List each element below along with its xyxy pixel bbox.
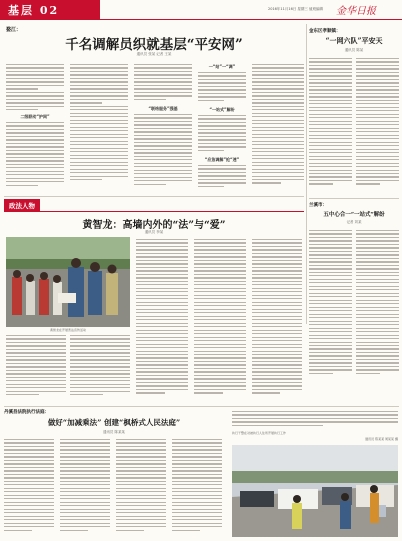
body-column-1 [6,335,66,398]
body-column-4c [198,165,246,189]
body-column-3 [116,439,166,533]
section-title: 基层 02 [8,4,60,17]
body-column-4 [198,72,246,103]
sub-heading: 二级联动“护网” [20,114,50,119]
column-divider [306,24,307,324]
masthead-rule [0,19,402,20]
story-byline: 通讯员 李某 [144,230,164,234]
story-sidebar-top [309,28,399,198]
body-column-a [309,58,352,187]
story-bottom [4,409,399,539]
photo-scene [232,445,398,537]
body-column-4 [172,439,222,533]
section-divider [4,406,399,407]
section-divider [4,196,304,197]
news-photo [6,237,130,327]
section-label: 政法人物 [4,199,40,212]
body-column-3b [134,114,192,187]
section-divider [309,198,399,199]
news-photo [232,445,398,537]
story-headline: 五中心合一“一站式”解纷 [323,212,385,218]
body-column-5 [252,64,304,186]
masthead-date: 2016年11月16日 星期三 值班编辑 [268,7,324,11]
body-column-5 [252,239,302,396]
sub-heading: 一“站”一“调” [208,64,236,69]
body-column-b [356,230,399,376]
photo-caption: 执行干警在对被执行人住所开展执行工作 [232,431,287,435]
story-headline: 做好“加减乘法” 创建“枫桥式人民法庭” [47,418,181,427]
section-rule [4,211,304,212]
story-byline: 通讯员 陈某某 [102,430,126,434]
body-column-1 [6,64,64,113]
body-column-1 [4,439,54,533]
story-kicker: 丹溪县法院执行法庭： [4,410,49,415]
newspaper-logo: 金华日报 [336,6,376,17]
body-column-4b [198,115,246,153]
photo-scene [6,237,130,327]
photo-credit: 通讯员 陈某某 周某某 摄 [365,437,398,441]
story-kicker: 兰溪市： [309,203,327,208]
story-profile [4,213,304,403]
story-headline: “一网六队”平安天 [325,36,383,45]
sub-heading: “联络服务”强基 [148,106,178,111]
body-column-2 [60,439,110,533]
story-kicker: 婺江： [6,27,22,33]
story-headline: 千名调解员织就基层“平安网” [65,37,243,53]
body-column-2 [70,64,128,182]
body-column-3 [136,239,188,396]
masthead [0,0,402,20]
story-byline: 记者 刘某 [346,220,362,224]
photo-caption: 黄智龙在开展普法宣传活动 [49,328,86,332]
body-column-4 [194,239,246,396]
body-column-a [309,230,352,376]
story-main [4,24,304,194]
story-headline: 黄智龙：高墙内外的“法”与“爱” [82,220,226,231]
body-column-1b [6,122,64,188]
body-column-b [356,58,399,187]
sub-heading: “一站式”解纷 [209,107,235,112]
story-kicker: 金东区孝顺镇： [309,29,341,34]
story-byline: 通讯员 张某 记者 王某 [136,52,172,56]
body-column-2 [70,335,130,398]
body-column-3 [134,64,192,102]
story-sidebar-bottom [309,202,399,402]
sub-heading: “应急调解”抢“速” [204,157,240,162]
photo-intro [232,411,398,428]
story-byline: 通讯员 陈某 [344,48,364,52]
